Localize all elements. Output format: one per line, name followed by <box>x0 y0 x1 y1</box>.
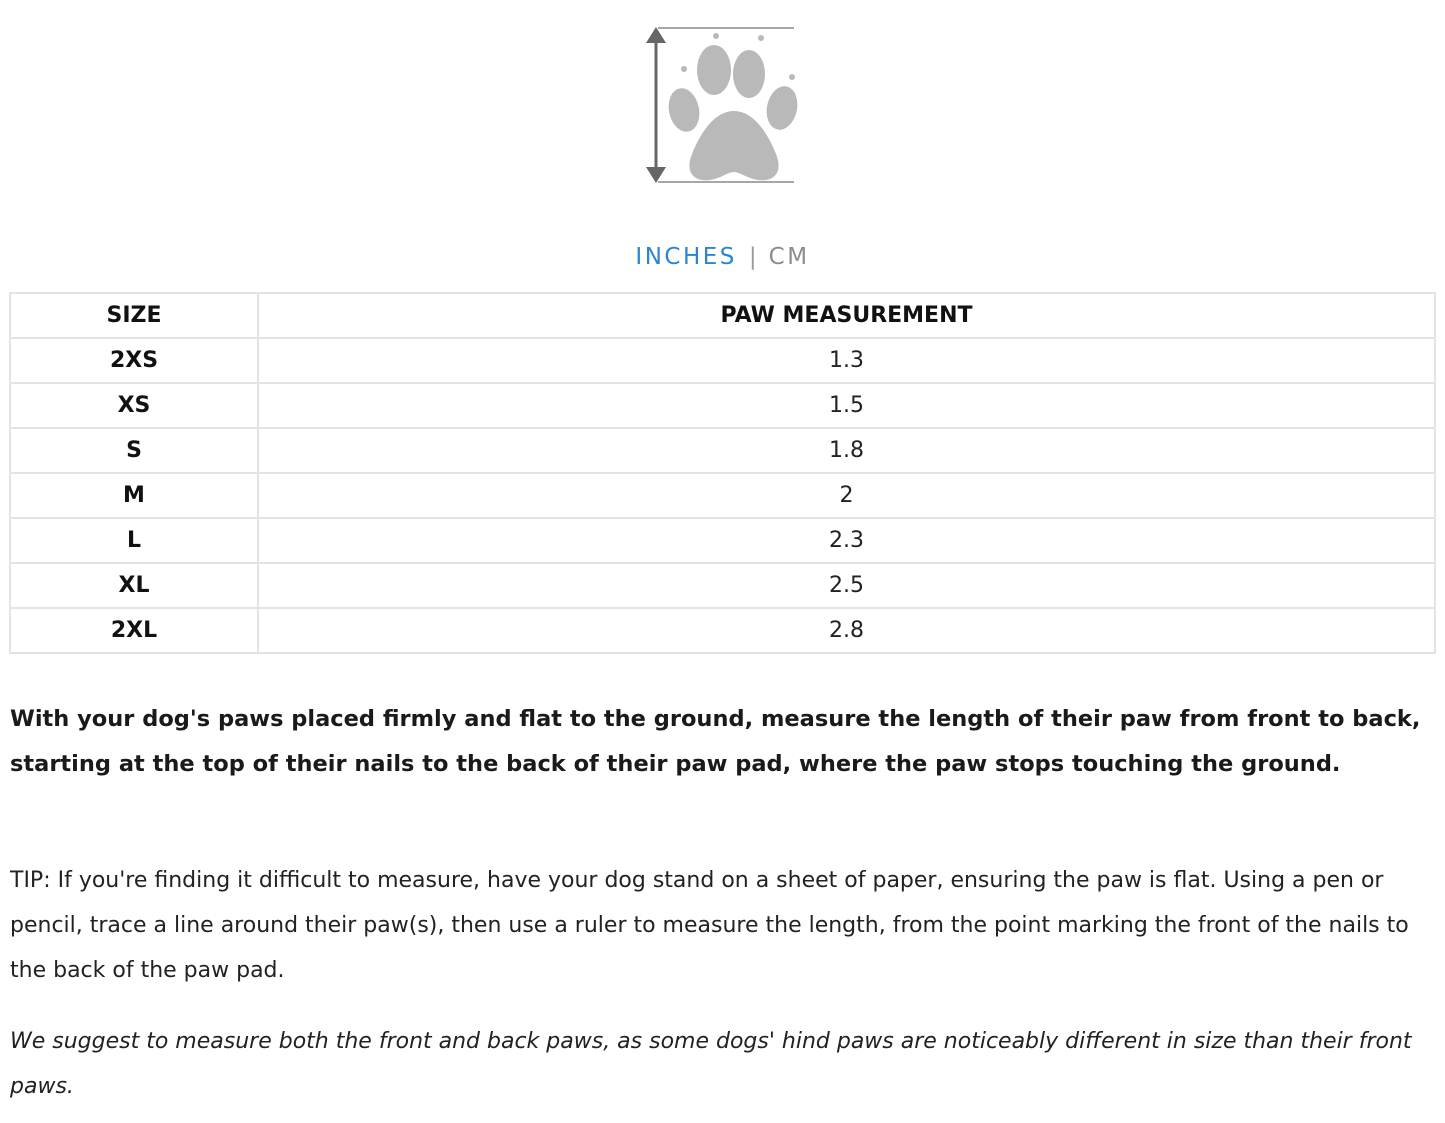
arrow-down-head <box>646 167 666 183</box>
paw-print <box>665 33 801 180</box>
paw-measurement-column-header: PAW MEASUREMENT <box>258 293 1435 338</box>
measurement-cell: 1.8 <box>258 428 1435 473</box>
unit-separator: | <box>748 244 757 270</box>
size-cell: 2XS <box>10 338 258 383</box>
table-header-row <box>10 293 1435 338</box>
paw-measure-icon <box>636 22 804 188</box>
measurement-cell: 2.3 <box>258 518 1435 563</box>
table-row <box>10 518 1435 563</box>
table-row <box>10 338 1435 383</box>
table-row <box>10 383 1435 428</box>
table-row <box>10 563 1435 608</box>
size-cell: S <box>10 428 258 473</box>
inches-toggle[interactable]: INCHES <box>635 244 737 270</box>
paw-measure-svg <box>636 22 804 188</box>
measurement-cell: 2 <box>258 473 1435 518</box>
size-chart-table <box>9 292 1436 654</box>
size-cell: 2XL <box>10 608 258 653</box>
cm-toggle[interactable]: CM <box>768 244 810 270</box>
table-row <box>10 428 1435 473</box>
unit-toggle <box>0 244 1445 270</box>
size-cell: L <box>10 518 258 563</box>
measurement-cell: 1.3 <box>258 338 1435 383</box>
size-cell: XL <box>10 563 258 608</box>
table-row <box>10 608 1435 653</box>
measuring-tip: TIP: If you're finding it difficult to measure, have your dog stand on a sheet of paper, ensuring the paw is flat. Using a pen or pencil, trace a line around their paw(s), then use a ruler to measure the length, from the point marking the front of the nails to the back of the paw pad. <box>10 868 1409 983</box>
size-column-header: SIZE <box>10 293 258 338</box>
measuring-instructions: With your dog's paws placed firmly and flat to the ground, measure the length of their paw from front to back, starting at the top of their nails to the back of their paw pad, where the paw stops touching the ground. <box>10 706 1421 777</box>
measurement-cell: 1.5 <box>258 383 1435 428</box>
arrow-up-head <box>646 27 666 43</box>
size-cell: M <box>10 473 258 518</box>
table-row <box>10 473 1435 518</box>
measuring-suggestion: We suggest to measure both the front and back paws, as some dogs' hind paws are noticeably different in size than their front paws. <box>10 1029 1412 1099</box>
measurement-cell: 2.5 <box>258 563 1435 608</box>
measurement-cell: 2.8 <box>258 608 1435 653</box>
size-cell: XS <box>10 383 258 428</box>
